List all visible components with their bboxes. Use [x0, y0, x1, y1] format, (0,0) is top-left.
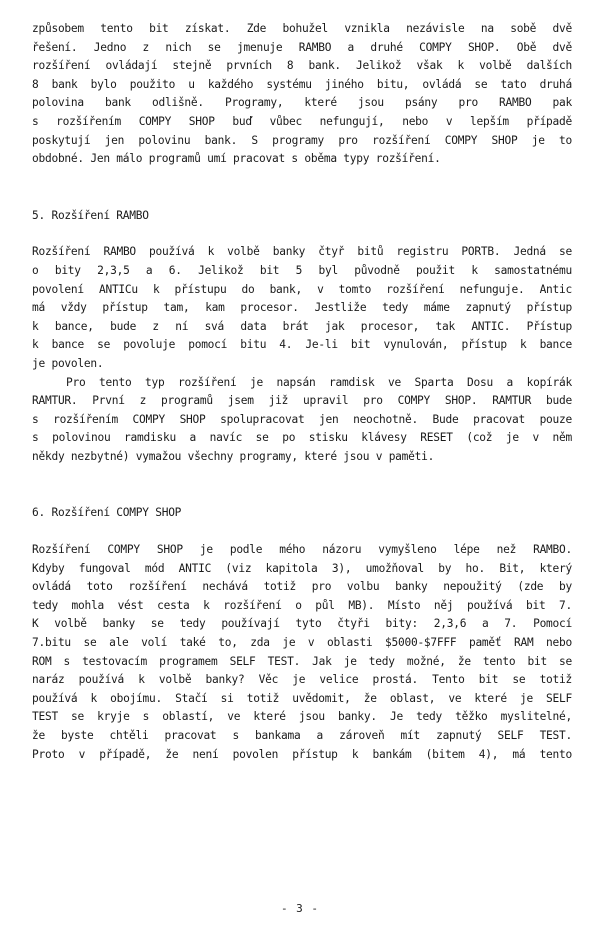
section-6-heading: 6. Rozšíření COMPY SHOP: [32, 506, 182, 520]
text-line: RAMTUR. První z programů jsem již upravil pro COMPY SHOP. RAMTUR bude: [32, 394, 572, 408]
text-line: polovina bank odlišně. Programy, které jsou psány pro RAMBO pak: [32, 96, 572, 110]
text-line: že byste chtěli pracovat s bankama a zároveň mít zapnutý SELF TEST.: [32, 729, 572, 742]
text-line: K volbě banky se tedy používají tyto čtyři bity: 2,3,6 a 7. Pomocí: [32, 617, 572, 631]
text-line: ROM s testovacím programem SELF TEST. Jak je tedy možné, že tento bit se: [32, 654, 572, 668]
text-line: k bance, bude z ní svá data brát jak procesor, tak ANTIC. Přístup: [32, 319, 572, 333]
text-line: 7.bitu se ale volí také to, zda je v oblasti $5000-$7FFF paměť RAM nebo: [32, 636, 572, 650]
intro-paragraph: [32, 20, 572, 169]
text-line: používá k obojímu. Stačí si totiž uvědomit, že oblast, ve které je SELF: [32, 691, 572, 705]
text-line: Rozšíření COMPY SHOP je podle mého názoru vymyšleno lépe než RAMBO.: [32, 543, 572, 557]
document-page: [32, 20, 572, 764]
text-line: způsobem tento bit získat. Zde bohužel vznikla nezávisle na sobě dvě: [32, 22, 572, 35]
section-5-paragraph-1: [32, 243, 572, 373]
text-line: poskytují jen polovinu bank. S programy pro rozšíření COMPY SHOP je to: [32, 133, 572, 147]
text-line: řešení. Jedno z nich se jmenuje RAMBO a druhé COMPY SHOP. Obě dvě: [32, 40, 572, 54]
text-line: je povolen.: [32, 356, 104, 370]
section-6-paragraph-1: [32, 541, 572, 764]
section-5-heading: 5. Rozšíření RAMBO: [32, 208, 149, 222]
text-line: rozšíření ovládají stejně prvních 8 bank. Jelikož však k volbě dalších: [32, 59, 572, 73]
section-5-paragraph-2: [32, 374, 572, 467]
text-line: o bity 2,3,5 a 6. Jelikož bit 5 byl původně použit k samostatnému: [32, 263, 572, 277]
text-line: ovládá toto rozšíření nechává totiž pro volbu banky nepoužitý (zde by: [32, 580, 572, 594]
text-line: k bance se povoluje pomocí bitu 4. Je-li bit vynulován, přístup k bance: [32, 338, 572, 352]
text-line: naráz používá k volbě banky? Věc je velice prostá. Tento bit se totiž: [32, 673, 572, 687]
text-line: s rozšířením COMPY SHOP spolupracovat jen neochotně. Bude pracovat pouze: [32, 412, 572, 426]
page-number: - 3 -: [280, 902, 320, 915]
text-line: obdobné. Jen málo programů umí pracovat s oběma typy rozšíření.: [32, 152, 441, 166]
text-line: Kdyby fungoval mód ANTIC (viz kapitola 3), umožňoval by ho. Bit, který: [32, 561, 572, 575]
text-line: 8 bank bylo použito u každého systému jiného bitu, ovládá se tato druhá: [32, 77, 572, 91]
text-line: Pro tento typ rozšíření je napsán ramdisk ve Sparta Dosu a kopírák: [66, 375, 572, 389]
text-line: povolení ANTICu k přístupu do bank, v tomto rozšíření nefunguje. Antic: [32, 282, 572, 296]
text-line: někdy nezbytné) vymažou všechny programy, které jsou v paměti.: [32, 449, 435, 463]
text-line: TEST se kryje s oblastí, ve které jsou banky. Je tedy těžko myslitelné,: [32, 710, 572, 724]
text-line: Rozšíření RAMBO používá k volbě banky čtyř bitů registru PORTB. Jedná se: [32, 245, 572, 259]
text-line: tedy mohla vést cesta k rozšíření o půl MB). Místo něj používá bit 7.: [32, 598, 572, 612]
text-line: Proto v případě, že není povolen přístup k bankám (bitem 4), má tento: [32, 747, 572, 761]
text-line: s rozšířením COMPY SHOP buď vůbec nefungují, nebo v lepším případě: [32, 114, 572, 128]
text-line: s polovinou ramdisku a navíc se po stisku klávesy RESET (což je v něm: [32, 431, 572, 445]
text-line: má vždy přístup tam, kam procesor. Jestliže tedy máme zapnutý přístup: [32, 301, 572, 315]
